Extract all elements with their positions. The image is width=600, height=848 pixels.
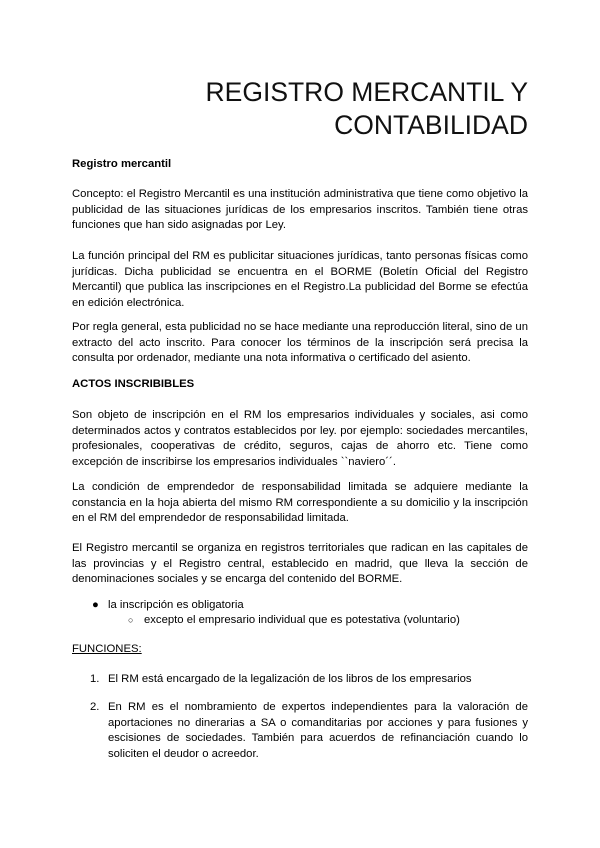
paragraph: Son objeto de inscripción en el RM los empresarios individuales y sociales, asi como determinados actos y contratos establecidos por ley. por ejemplo: sociedades mercantiles, profesionales, cooperativas de crédito, seguros, cajas de ahorro etc. Tiene como excepción de inscribirse los empresarios individuales ``naviero´´. [72,409,528,468]
heading-funciones: FUNCIONES: [72,643,142,655]
list-item: El RM está encargado de la legalización de los libros de los empresarios [108,673,472,685]
paragraph: La función principal del RM es publicitar situaciones jurídicas, tanto personas físicas como jurídicas. Dicha publicidad se encuentra en el BORME (Boletín Oficial del Registro Mercantil) que publica las inscripciones en el Registro.La publicidad del Borme se efectúa en edición electrónica. [72,250,528,309]
list-number: 2. [90,701,100,713]
paragraph: El Registro mercantil se organiza en registros territoriales que radican en las capitales de las provincias y el Registro central, establecido en madrid, que lleva la sección de denominaciones sociales y se encarga del contenido del BORME. [72,542,528,585]
heading-actos-inscribibles: ACTOS INSCRIBIBLES [72,378,195,390]
list-number: 1. [90,673,100,685]
paragraph: La condición de emprendedor de responsabilidad limitada se adquiere mediante la constancia en la hoja abierta del mismo RM correspondiente a su domicilio y la inscripción en el RM del emprendedor de responsabilidad limitada. [72,481,528,524]
list-item: En RM es el nombramiento de expertos independientes para la valoración de aportaciones no dinerarias a SA o comanditarias por acciones y para fusiones y escisiones de sociedades. También para acuerdos de refinanciación cuando lo soliciten el deudor o acreedor. [108,701,528,760]
heading-registro-mercantil: Registro mercantil [72,158,172,170]
bullet-item: la inscripción es obligatoria [108,599,244,611]
document-title: REGISTRO MERCANTIL Y CONTABILIDAD [205,77,528,140]
paragraph: Por regla general, esta publicidad no se hace mediante una reproducción literal, sino de un extracto del acto inscrito. Para conocer los términos de la inscripción será precisa la consulta por ordenador, mediante una nota informativa o certificado del asiento. [72,321,528,364]
paragraph: Concepto: el Registro Mercantil es una institución administrativa que tiene como objetivo la publicidad de las situaciones jurídicas de los empresarios inscritos. También tiene otras funciones que han sido asignadas por Ley. [72,188,528,231]
bullet-icon: ● [92,599,99,611]
sub-bullet-item: excepto el empresario individual que es potestativa (voluntario) [144,614,460,626]
sub-bullet-icon: ○ [128,615,134,625]
